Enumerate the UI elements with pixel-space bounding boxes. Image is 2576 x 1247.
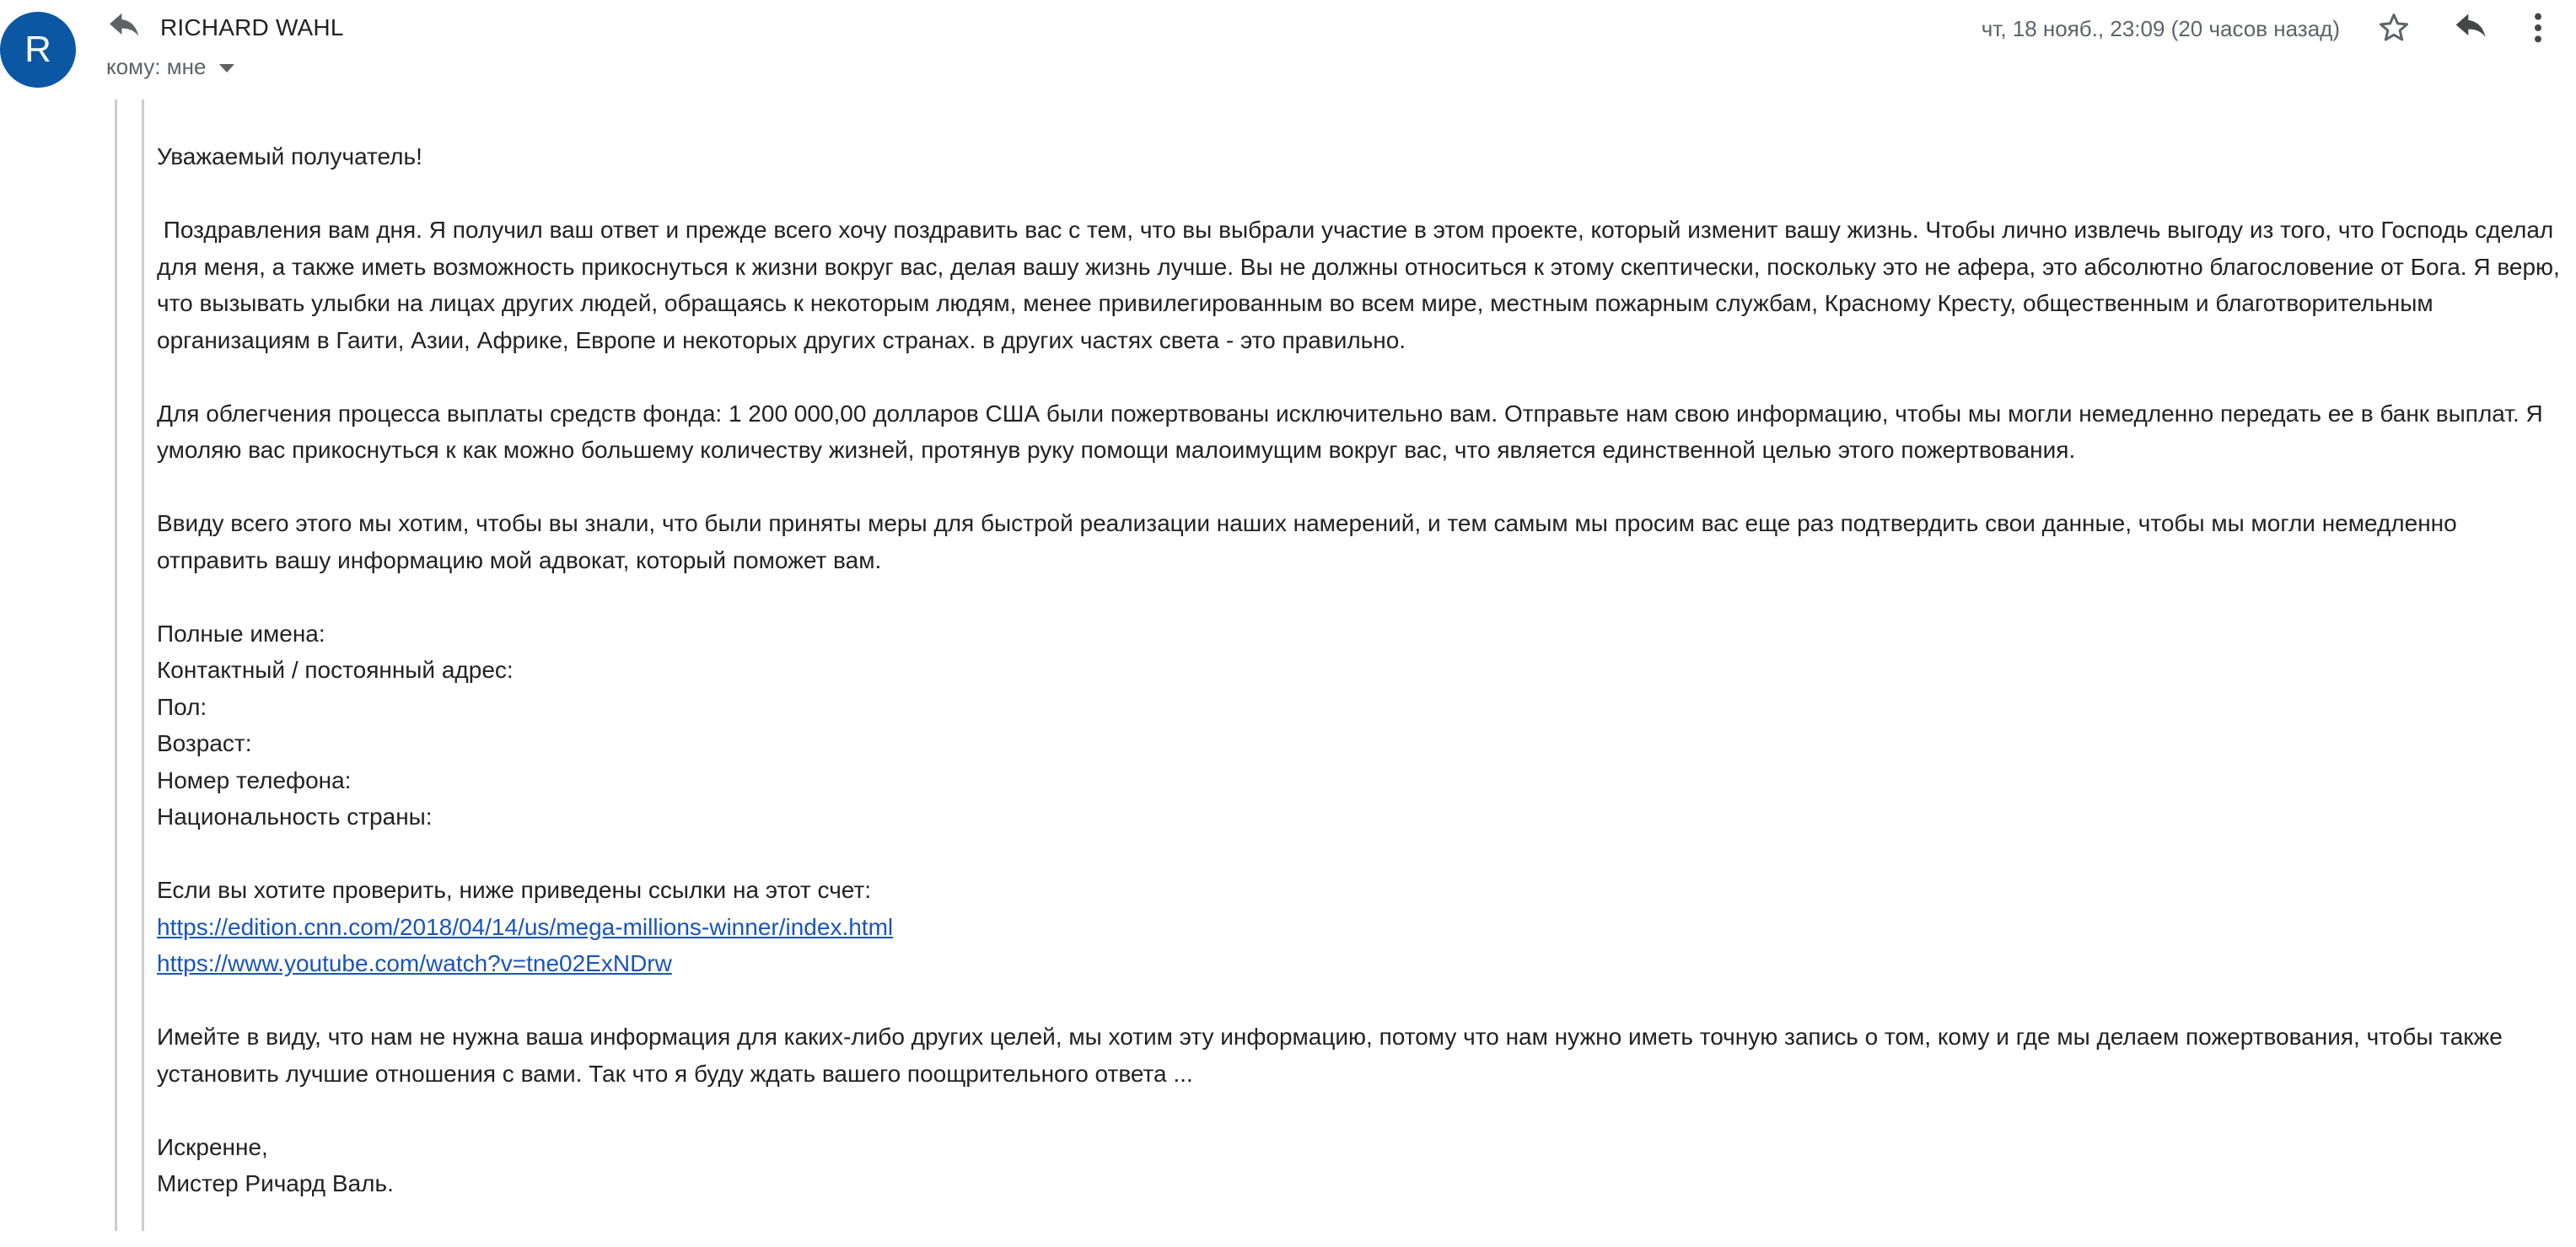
avatar[interactable] (0, 12, 76, 88)
more-options-button[interactable] (2521, 8, 2555, 51)
more-vertical-icon (2533, 11, 2543, 49)
paragraph-payout: Для облегчения процесса выплаты средств фонда: 1 200 000,00 долларов США были пожертвованы исключительно вам. Отправьте нам свою информацию, чтобы мы могли немедленно передать ее в банк выплат. Я умоляю вас прикоснуться к как можно большему количеству жизней, протянув руку помощи малоимущим вокруг вас, что является единственной целью этого пожертвования. (157, 400, 2550, 463)
recipient-details-toggle[interactable] (106, 54, 234, 80)
reply-arrow-icon (106, 12, 143, 42)
links-section (157, 872, 2568, 982)
field-age: Возраст: (157, 730, 252, 756)
field-full-name: Полные имена: (157, 620, 325, 647)
paragraph-congratulations: Поздравления вам дня. Я получил ваш ответ и прежде всего хочу поздравить вас с тем, что вы выбрали участие в этом проекте, который изменит вашу жизнь. Чтобы лично извлечь выгоду из того, что Господь сделал для меня, а также иметь возможность прикоснуться к жизни вокруг вас, делая вашу жизнь лучше. Вы не должны относиться к этому скептически, поскольку это не афера, это абсолютно благословение от Бога. Я верю, что вызывать улыбки на лицах других людей, обращаясь к некоторым людям, менее привилегированным во всем мире, местным пожарным службам, Красному Кресту, общественным и благотворительным организациям в Гаити, Азии, Африке, Европе и некоторых других странах. в других частях света - это правильно. (157, 217, 2567, 353)
quote-bar-inner (142, 99, 144, 1231)
recipient-label: кому: мне (106, 54, 207, 79)
signoff (157, 1129, 2568, 1202)
field-phone: Номер телефона: (157, 766, 352, 793)
star-button[interactable] (2373, 8, 2415, 51)
field-address: Контактный / постоянный адрес: (157, 657, 514, 683)
links-intro: Если вы хотите проверить, ниже приведены ссылки на этот счет: (157, 877, 872, 903)
field-gender: Пол: (157, 693, 207, 720)
reply-icon (2453, 12, 2490, 48)
message-body (157, 138, 2568, 1239)
field-nationality: Национальность страны: (157, 804, 433, 830)
link-youtube[interactable]: https://www.youtube.com/watch?v=tne02ExNDrw (157, 950, 672, 976)
chevron-down-icon (219, 64, 234, 73)
signature: Мистер Ричард Валь. (157, 1170, 394, 1196)
closing: Искренне, (157, 1133, 268, 1160)
sender-name[interactable]: RICHARD WAHL (160, 14, 344, 40)
reply-button[interactable] (2450, 8, 2493, 51)
avatar-initial: R (24, 29, 51, 70)
link-cnn[interactable]: https://edition.cnn.com/2018/04/14/us/mega-millions-winner/index.html (157, 913, 894, 940)
greeting: Уважаемый получатель! (157, 143, 422, 169)
message-date: чт, 18 нояб., 23:09 (20 часов назад) (1981, 16, 2340, 41)
star-outline-icon (2377, 11, 2411, 49)
paragraph-confirm-details: Ввиду всего этого мы хотим, чтобы вы знали, что были приняты меры для быстрой реализации наших намерений, и тем самым мы просим вас еще раз подтвердить свои данные, чтобы мы могли немедленно отправить вашу информацию мой адвокат, который поможет вам. (157, 510, 2464, 573)
paragraph-purpose: Имейте в виду, что нам не нужна ваша информация для каких-либо других целей, мы хотим эту информацию, потому что нам нужно иметь точную запись о том, кому и где мы делаем пожертвования, чтобы также установить лучшие отношения с вами. Так что я буду ждать вашего поощрительного ответа ... (157, 1024, 2509, 1087)
quote-bar-outer (115, 99, 117, 1231)
requested-fields-list (157, 615, 2568, 836)
